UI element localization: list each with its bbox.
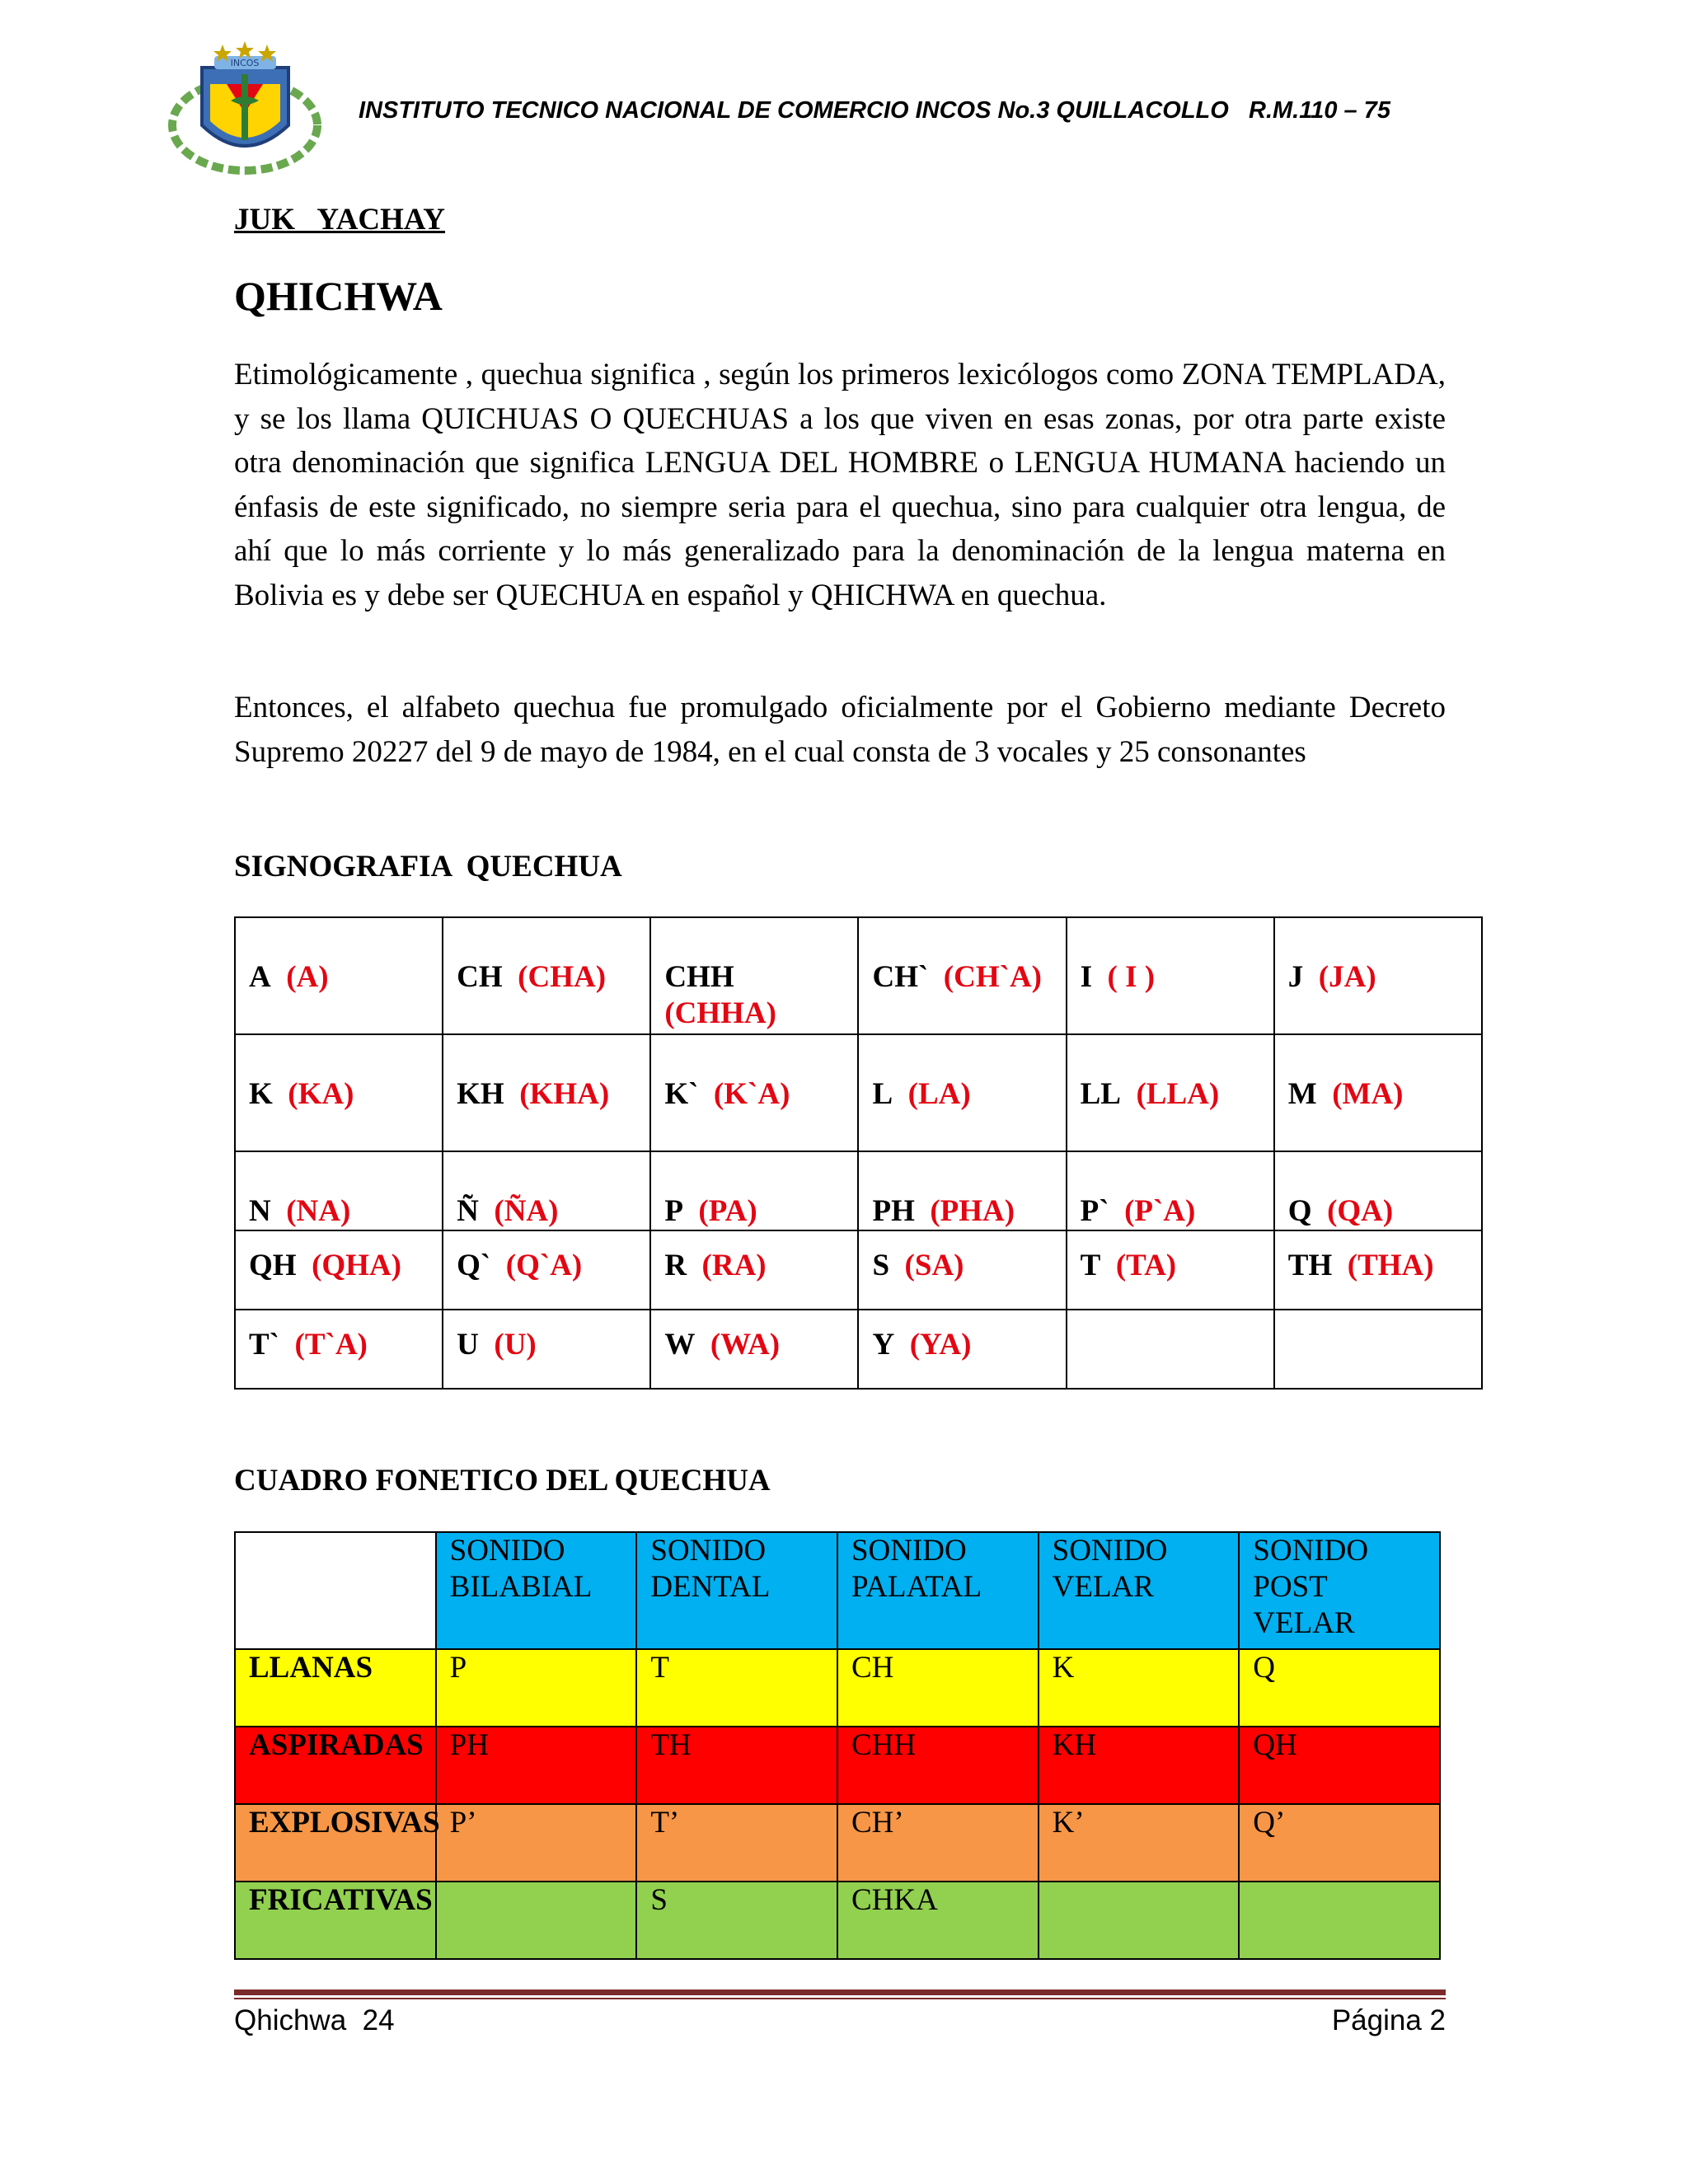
- fonetico-cell: QH: [1239, 1727, 1440, 1804]
- letter-cell: [235, 1151, 443, 1230]
- fonetico-column-header: SONIDO BILABIAL: [436, 1532, 637, 1649]
- letter-sound: (CHHA): [664, 996, 776, 1030]
- fonetico-row-label: FRICATIVAS: [235, 1882, 436, 1959]
- letter-sound: (LA): [907, 1077, 971, 1111]
- svg-text:INCOS: INCOS: [230, 58, 260, 68]
- letter-cell: [235, 1310, 443, 1389]
- letter-cell: [1274, 1230, 1482, 1310]
- fonetico-cell: T: [636, 1649, 837, 1727]
- letter-cell: [650, 1151, 858, 1230]
- letter: Y: [872, 1328, 895, 1361]
- letter-cell: [1274, 1310, 1482, 1389]
- letter: Q: [1287, 1194, 1312, 1228]
- fonetico-column-header: SONIDO PALATAL: [837, 1532, 1039, 1649]
- letter-sound: (ÑA): [494, 1194, 559, 1228]
- letter: I: [1080, 960, 1093, 994]
- footer-course: Qhichwa 24: [234, 2004, 395, 2036]
- letter: P`: [1080, 1194, 1109, 1228]
- institution-logo: [165, 35, 326, 179]
- letter-cell: [443, 1230, 650, 1310]
- letter-sound: (CHA): [518, 960, 607, 994]
- letter-cell: [858, 1151, 1066, 1230]
- letter-sound: (YA): [909, 1328, 972, 1361]
- letter-sound: (CH`A): [943, 960, 1042, 994]
- letter-cell: [1274, 917, 1482, 1034]
- letter-sound: (WA): [710, 1328, 781, 1361]
- fonetico-cell: K’: [1039, 1804, 1240, 1882]
- letter: U: [457, 1328, 479, 1361]
- letter-cell: [858, 1034, 1066, 1151]
- letter-sound: (QA): [1327, 1194, 1394, 1228]
- letter: M: [1287, 1077, 1317, 1111]
- fonetico-row: [235, 1649, 1440, 1727]
- fonetico-cell: Q: [1239, 1649, 1440, 1727]
- letter-sound: (JA): [1318, 960, 1376, 994]
- letter: LL: [1080, 1077, 1121, 1111]
- letter-sound: (K`A): [713, 1077, 790, 1111]
- fonetico-column-header: SONIDO DENTAL: [636, 1532, 837, 1649]
- letter-sound: (MA): [1332, 1077, 1404, 1111]
- letter: S: [872, 1249, 890, 1282]
- signografia-row: [235, 1151, 1482, 1230]
- fonetico-cell: P’: [436, 1804, 637, 1882]
- fonetico-row-label: ASPIRADAS: [235, 1727, 436, 1804]
- letter: J: [1287, 960, 1304, 994]
- letter-cell: [650, 1034, 858, 1151]
- letter-cell: [650, 1230, 858, 1310]
- footer-rule-thick: [234, 1990, 1446, 1995]
- letter-sound: (SA): [904, 1249, 964, 1282]
- fonetico-cell: CH: [837, 1649, 1039, 1727]
- page-number: Página 2: [1331, 2004, 1446, 2036]
- letter: A: [249, 960, 271, 994]
- letter-sound: (THA): [1347, 1249, 1434, 1282]
- fonetico-cell: [1239, 1882, 1440, 1959]
- letter: TH: [1287, 1249, 1333, 1282]
- fonetico-cell: CH’: [837, 1804, 1039, 1882]
- fonetico-row: [235, 1804, 1440, 1882]
- incos-seal-icon: [165, 35, 326, 179]
- footer-rule-thin: [234, 1998, 1446, 1999]
- letter-sound: (A): [286, 960, 329, 994]
- letter-cell: [650, 917, 858, 1034]
- fonetico-cell: S: [636, 1882, 837, 1959]
- signografia-row: [235, 1310, 1482, 1389]
- paragraph-etymology: Etimológicamente , quechua significa , según los primeros lexicólogos como ZONA TEMPLADA, y se los llama QUICHUAS O QUECHUAS a los que viven en esas zonas, por otra parte existe otra denominación que significa LENGUA DEL HOMBRE o LENGUA HUMANA haciendo un énfasis de este significado, no siempre seria para el quechua, sino para cualquier otra lengua, de ahí que lo más corriente y lo más generalizado para la denominación de la lengua materna en Bolivia es y debe ser QUECHUA en español y QHICHWA en quechua.: [234, 358, 1446, 612]
- fonetico-header-row: [235, 1532, 1440, 1649]
- letter-cell: [1067, 1034, 1274, 1151]
- fonetico-cell: TH: [636, 1727, 837, 1804]
- letter: T`: [249, 1328, 279, 1361]
- letter-cell: [858, 1230, 1066, 1310]
- letter: W: [664, 1328, 696, 1361]
- page-title: QHICHWA: [234, 273, 443, 319]
- lesson-subtitle: JUK YACHAY: [234, 203, 445, 237]
- letter-sound: (QHA): [312, 1249, 401, 1282]
- institution-header: INSTITUTO TECNICO NACIONAL DE COMERCIO INCOS No.3 QUILLACOLLO R.M.110 – 75: [359, 97, 1390, 124]
- letter: T: [1080, 1249, 1101, 1282]
- fonetico-cell: P: [436, 1649, 637, 1727]
- letter: CHH: [664, 960, 734, 994]
- fonetico-cell: T’: [636, 1804, 837, 1882]
- letter-cell: [443, 1151, 650, 1230]
- letter-cell: [235, 1230, 443, 1310]
- letter-sound: (NA): [286, 1194, 351, 1228]
- signografia-table: [234, 916, 1483, 1390]
- letter-cell: [443, 1034, 650, 1151]
- signografia-heading: SIGNOGRAFIA QUECHUA: [234, 850, 622, 883]
- letter-sound: (KHA): [519, 1077, 610, 1111]
- letter: P: [664, 1194, 683, 1228]
- letter: CH`: [872, 960, 929, 994]
- letter: N: [249, 1194, 271, 1228]
- letter-sound: (U): [494, 1328, 537, 1361]
- fonetico-cell: CHKA: [837, 1882, 1039, 1959]
- signografia-row: [235, 1034, 1482, 1151]
- letter: K`: [664, 1077, 699, 1111]
- letter: Q`: [457, 1249, 491, 1282]
- letter-cell: [443, 1310, 650, 1389]
- letter-sound: (KA): [288, 1077, 354, 1111]
- letter-sound: (PA): [698, 1194, 757, 1228]
- letter-sound: (RA): [701, 1249, 767, 1282]
- letter-cell: [858, 1310, 1066, 1389]
- letter: Ñ: [457, 1194, 479, 1228]
- fonetico-column-header: SONIDO VELAR: [1039, 1532, 1240, 1649]
- fonetico-table: [234, 1531, 1441, 1960]
- fonetico-cell: Q’: [1239, 1804, 1440, 1882]
- fonetico-cell: KH: [1039, 1727, 1240, 1804]
- fonetico-cell: K: [1039, 1649, 1240, 1727]
- letter-cell: [1274, 1034, 1482, 1151]
- letter-cell: [1067, 1310, 1274, 1389]
- letter-cell: [1274, 1151, 1482, 1230]
- letter: QH: [249, 1249, 297, 1282]
- letter: K: [249, 1077, 273, 1111]
- letter: PH: [872, 1194, 915, 1228]
- fonetico-row-label: EXPLOSIVAS: [235, 1804, 436, 1882]
- fonetico-heading: CUADRO FONETICO DEL QUECHUA: [234, 1464, 771, 1497]
- fonetico-corner-cell: [235, 1532, 436, 1649]
- letter-sound: (P`A): [1124, 1194, 1196, 1228]
- letter: KH: [457, 1077, 504, 1111]
- letter: L: [872, 1077, 893, 1111]
- letter-sound: ( I ): [1107, 960, 1156, 994]
- letter-sound: (TA): [1115, 1249, 1177, 1282]
- letter-sound: (LLA): [1136, 1077, 1220, 1111]
- fonetico-row: [235, 1882, 1440, 1959]
- fonetico-row-label: LLANAS: [235, 1649, 436, 1727]
- letter: R: [664, 1249, 687, 1282]
- letter-sound: (Q`A): [505, 1249, 583, 1282]
- letter-cell: [1067, 917, 1274, 1034]
- signografia-row: [235, 917, 1482, 1034]
- fonetico-row: [235, 1727, 1440, 1804]
- letter-cell: [1067, 1230, 1274, 1310]
- signografia-row: [235, 1230, 1482, 1310]
- letter-sound: (PHA): [930, 1194, 1015, 1228]
- letter-cell: [235, 917, 443, 1034]
- fonetico-cell: PH: [436, 1727, 637, 1804]
- fonetico-column-header: SONIDO POST VELAR: [1239, 1532, 1440, 1649]
- letter-cell: [1067, 1151, 1274, 1230]
- paragraph-alphabet: Entonces, el alfabeto quechua fue promulgado oficialmente por el Gobierno mediante Decreto Supremo 20227 del 9 de mayo de 1984, en el cual consta de 3 vocales y 25 consonantes: [234, 691, 1446, 769]
- letter-cell: [235, 1034, 443, 1151]
- letter-cell: [443, 917, 650, 1034]
- fonetico-cell: CHH: [837, 1727, 1039, 1804]
- fonetico-cell: [436, 1882, 637, 1959]
- letter-cell: [650, 1310, 858, 1389]
- letter: CH: [457, 960, 503, 994]
- letter-sound: (T`A): [294, 1328, 368, 1361]
- fonetico-cell: [1039, 1882, 1240, 1959]
- letter-cell: [858, 917, 1066, 1034]
